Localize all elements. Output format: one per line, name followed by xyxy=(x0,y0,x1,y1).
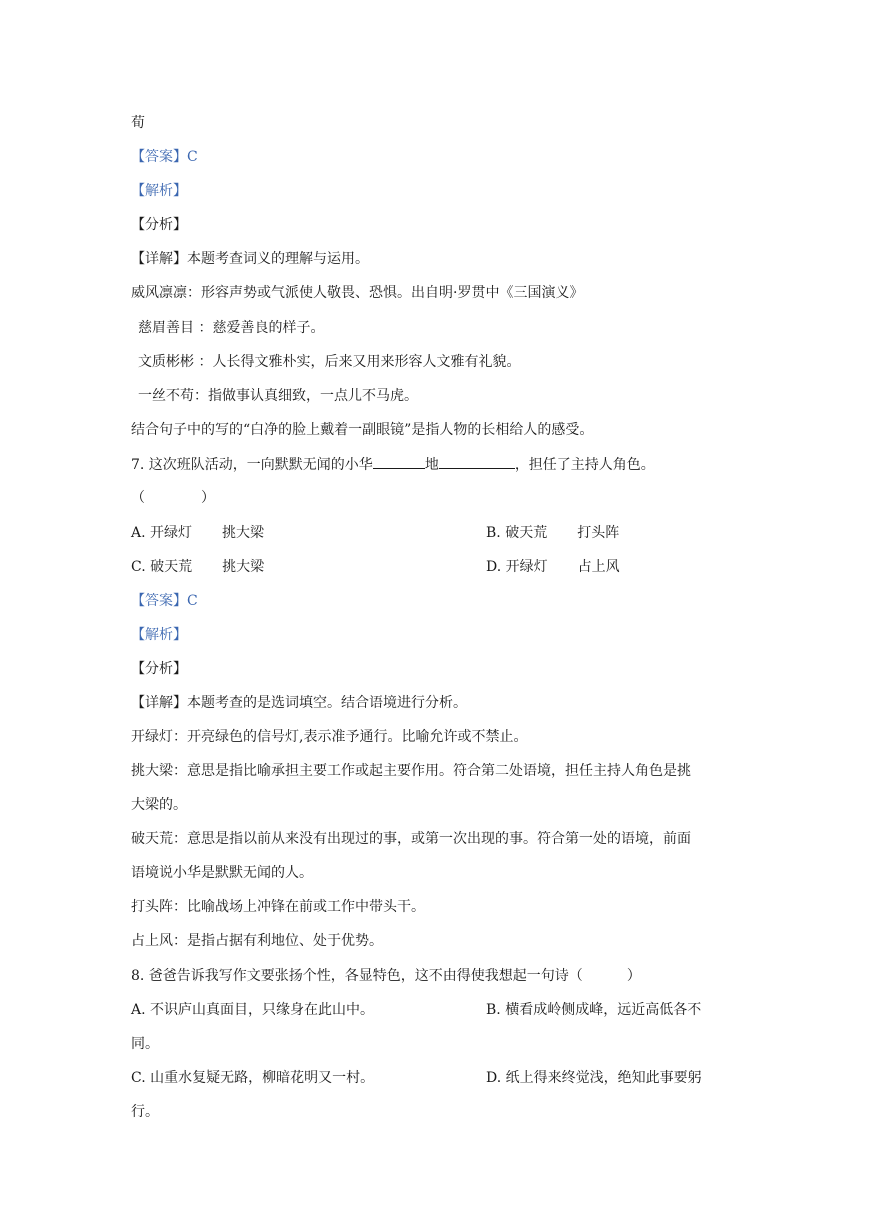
question-7-part-a: 7. 这次班队活动，一向默默无闻的小华 xyxy=(131,457,373,473)
paren-open: （ xyxy=(131,490,145,506)
option-b xyxy=(486,523,619,543)
question-8 xyxy=(131,966,749,986)
question-8-text: 8. 爸爸告诉我写作文要张扬个性，各显特色，这不由得使我想起一句诗（ xyxy=(131,968,583,984)
definition-line: 打头阵：比喻战场上冲锋在前或工作中带头干。 xyxy=(131,899,425,915)
paren-close: ） xyxy=(201,490,215,506)
option-a: A. 不识庐山真面目，只缘身在此山中。 xyxy=(131,1002,375,1018)
definition-line: 大梁的。 xyxy=(131,797,187,813)
option-b-continued: 同。 xyxy=(131,1036,159,1052)
option-d-continued: 行。 xyxy=(131,1104,159,1120)
text-line: 荀 xyxy=(131,115,145,131)
option-b-word: 打头阵 xyxy=(577,525,620,541)
fill-blank-2 xyxy=(439,454,515,469)
option-c: C. 山重水复疑无路，柳暗花明又一村。 xyxy=(131,1070,375,1086)
definition-line: 威风凛凛：形容声势或气派使人敬畏、恐惧。出自明·罗贯中《三国演义》 xyxy=(131,285,584,301)
option-a-word: 挑大梁 xyxy=(222,525,265,541)
definition-line: 慈眉善目 ：慈爱善良的样子。 xyxy=(138,320,325,336)
option-d-word: 占上风 xyxy=(577,559,620,575)
analysis-label: 【解析】 xyxy=(131,627,187,643)
paren-close: ） xyxy=(626,968,641,984)
definition-line: 开绿灯：开亮绿色的信号灯,表示准予通行。比喻允许或不禁止。 xyxy=(131,729,528,745)
fill-blank-1 xyxy=(373,454,425,469)
analysis-label: 【解析】 xyxy=(131,183,187,199)
question-7-part-b: 地 xyxy=(424,457,439,473)
answer-paren xyxy=(131,488,749,508)
definition-line: 文质彬彬 ：人长得文雅朴实，后来又用来形容人文雅有礼貌。 xyxy=(138,354,521,370)
detail-text: 【详解】本题考查词义的理解与运用。 xyxy=(131,251,369,267)
question-7 xyxy=(131,454,749,475)
definition-line: 占上风：是指占据有利地位、处于优势。 xyxy=(131,933,383,949)
question-7-part-c: ，担任了主持人角色。 xyxy=(514,457,655,473)
fenxi-label: 【分析】 xyxy=(131,661,187,677)
definition-line: 挑大梁：意思是指比喻承担主要工作或起主要作用。符合第二处语境，担任主持人角色是挑 xyxy=(131,763,691,779)
option-d xyxy=(486,557,620,577)
definition-line: 一丝不苟：指做事认真细致，一点儿不马虎。 xyxy=(138,388,418,404)
fenxi-label: 【分析】 xyxy=(131,217,187,233)
option-a xyxy=(131,523,264,543)
answer-label: 【答案】C xyxy=(131,593,198,609)
definition-line: 语境说小华是默默无闻的人。 xyxy=(131,865,313,881)
option-c-word: 挑大梁 xyxy=(222,559,265,575)
option-c xyxy=(131,557,264,577)
conclusion-line: 结合句子中的写的“白净的脸上戴着一副眼镜”是指人物的长相给人的感受。 xyxy=(131,422,594,438)
option-b-label: B. 破天荒 xyxy=(486,525,548,541)
option-c-label: C. 破天荒 xyxy=(131,559,193,575)
option-d-label: D. 开绿灯 xyxy=(486,559,548,575)
answer-label: 【答案】C xyxy=(131,149,198,165)
detail-text: 【详解】本题考查的是选词填空。结合语境进行分析。 xyxy=(131,695,467,711)
option-a-label: A. 开绿灯 xyxy=(131,525,193,541)
definition-line: 破天荒：意思是指以前从来没有出现过的事，或第一次出现的事。符合第一处的语境，前面 xyxy=(131,831,691,847)
option-b: B. 横看成岭侧成峰，远近高低各不 xyxy=(486,1002,702,1018)
option-d: D. 纸上得来终觉浅，绝知此事要躬 xyxy=(486,1070,702,1086)
